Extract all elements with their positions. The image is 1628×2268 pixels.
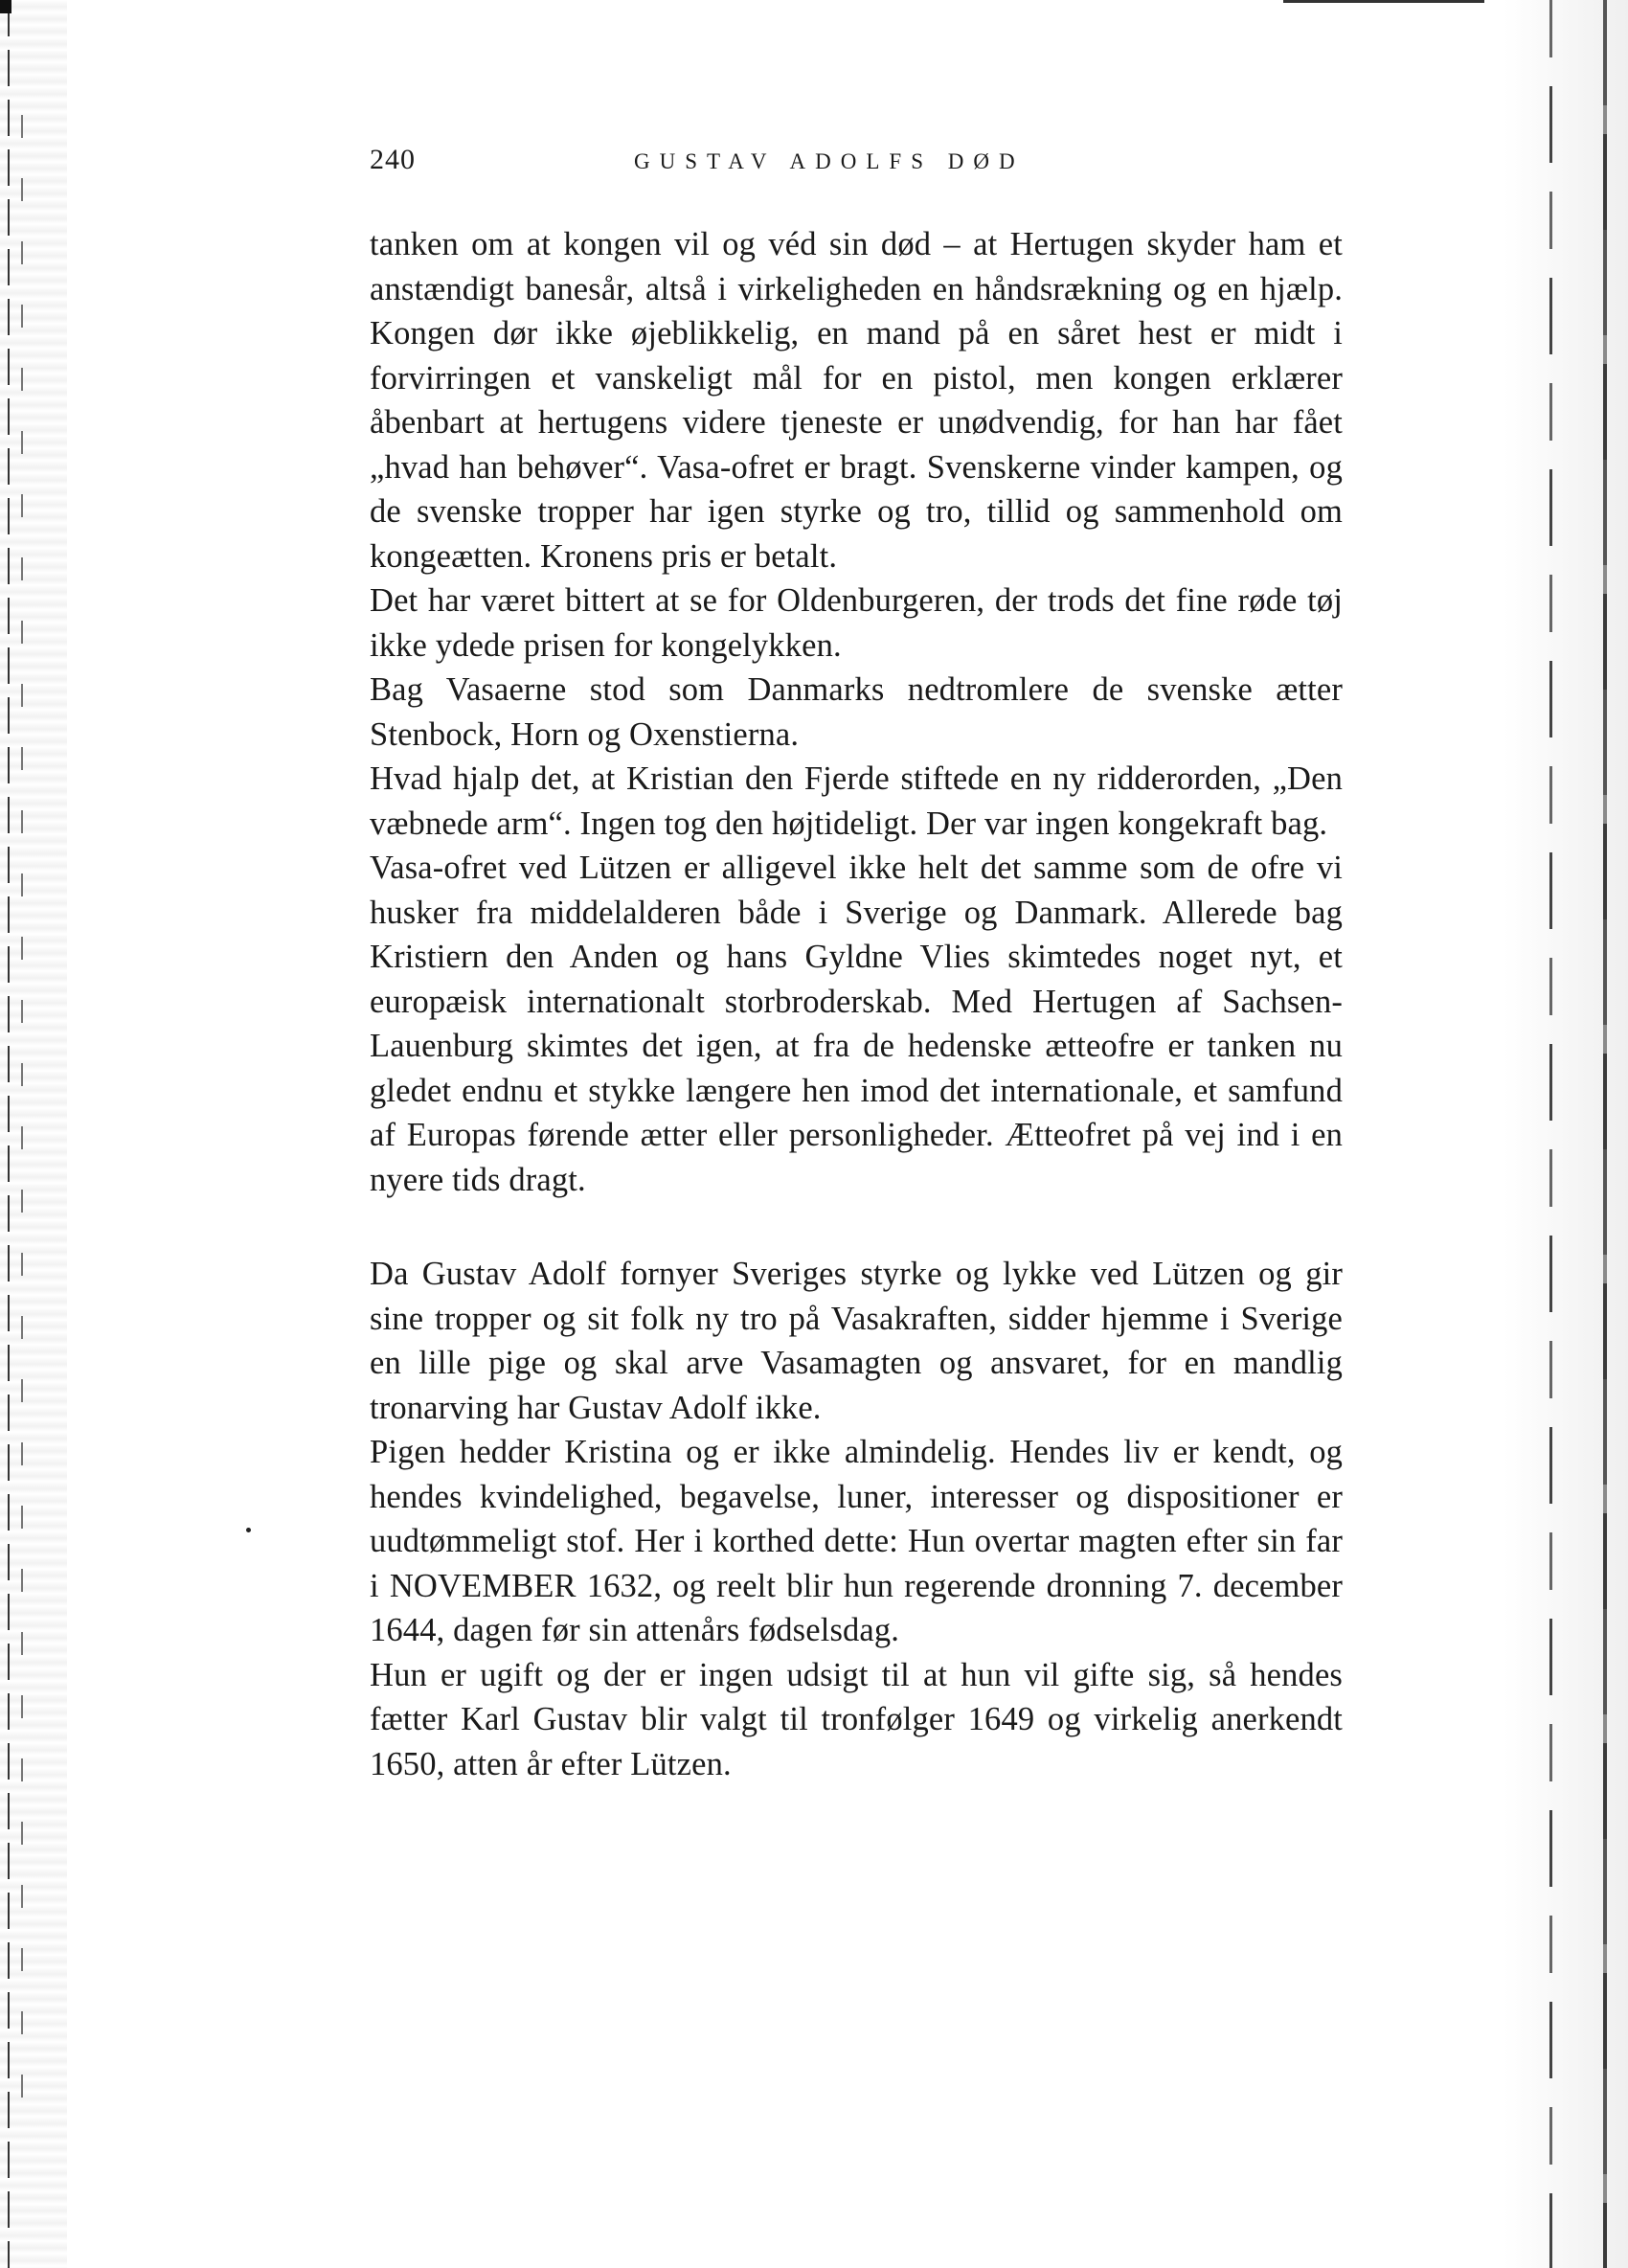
paragraph-5: Vasa-ofret ved Lützen er alligevel ikke helt det samme som de ofre vi husker fra middelalderen både i Sverige og Danmark. Allerede bag Kristiern den Anden og hans Gyldne Vlies skimtedes noget nyt, et europæisk internationalt storbroderskab. Med Hertugen af Sachsen-Lauenburg skimtes det igen, at fra de hedenske ætteofre er tanken nu gledet endnu et stykke længere hen imod det internationale, et samfund af Europas førende ætter eller personligheder. Ætteofret på vej ind i en nyere tids dragt. [370, 850, 1343, 1198]
page-number: 240 [370, 144, 416, 175]
book-page [370, 144, 1343, 1786]
book-binding-right-edge [1504, 0, 1628, 2268]
book-binding-left-edge [0, 0, 67, 2268]
margin-speck [246, 1528, 251, 1532]
page-header [370, 144, 1343, 192]
section-break [370, 1202, 1343, 1252]
paragraph-8: Hun er ugift og der er ingen udsigt til at hun vil gifte sig, så hendes fætter Karl Gustav blir valgt til tronfølger 1649 og virkelig anerkendt 1650, atten år efter Lützen. [370, 1656, 1343, 1782]
paragraph-6: Da Gustav Adolf fornyer Sveriges styrke og lykke ved Lützen og gir sine tropper og sit folk ny tro på Vasakraften, sidder hjemme i Sverige en lille pige og skal arve Vasamagten og ansvaret, for en mandlig tronarving har Gustav Adolf ikke. [370, 1256, 1343, 1426]
running-title: GUSTAV ADOLFS DØD [634, 149, 1025, 173]
paragraph-7: Pigen hedder Kristina og er ikke almindelig. Hendes liv er kendt, og hendes kvindelighed, begavelse, luner, interesser og dispositioner er uudtømmeligt stof. Her i korthed dette: Hun overtar magten efter sin far i NOVEMBER 1632, og reelt blir hun regerende dronning 7. december 1644, dagen før sin attenårs fødselsdag. [370, 1434, 1343, 1648]
paragraph-1: tanken om at kongen vil og véd sin død – at Hertugen skyder ham et anstændigt banesår, altså i virkeligheden en håndsrækning og en hjælp. Kongen dør ikke øjeblikkelig, en mand på en såret hest er midt i forvirringen et vanskeligt mål for en pistol, men kongen erklærer åbenbart at hertugens videre tjeneste er unødvendig, for han har fået „hvad han behøver“. Vasa-ofret er bragt. Svenskerne vinder kampen, og de svenske tropper har igen styrke og tro, tillid og sammenhold om kongeætten. Kronens pris er betalt. [370, 226, 1343, 575]
paragraph-3: Bag Vasaerne stod som Danmarks nedtromlere de svenske ætter Stenbock, Horn og Oxenstierna. [370, 671, 1343, 753]
scan-top-edge-mark [1283, 0, 1484, 3]
scan-corner-mark [0, 0, 11, 13]
paragraph-4: Hvad hjalp det, at Kristian den Fjerde stiftede en ny ridderorden, „Den væbnede arm“. Ingen tog den højtideligt. Der var ingen kongekraft bag. [370, 760, 1343, 842]
paragraph-2: Det har været bittert at se for Oldenburgeren, der trods det fine røde tøj ikke ydede prisen for kongelykken. [370, 582, 1343, 664]
